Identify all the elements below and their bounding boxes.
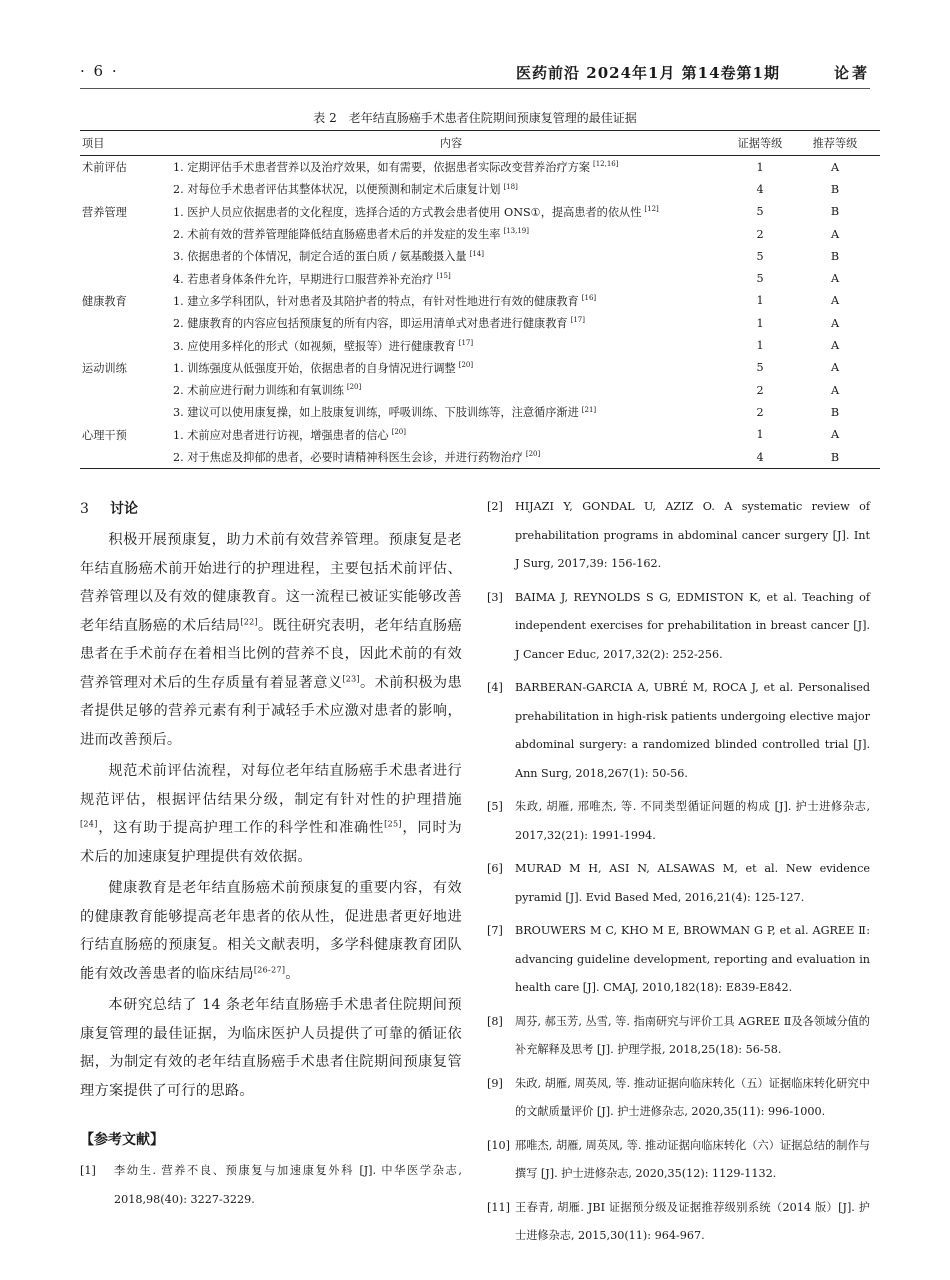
body-paragraph: 规范术前评估流程，对每位老年结直肠癌手术患者进行规范评估，根据评估结果分级，制定有针对性的护理措施[24]，这有助于提高护理工作的科学性和准确性[25]，同时为术后的加速康复护理提供有效依据。 bbox=[80, 763, 463, 865]
reference-number: [4] bbox=[487, 681, 503, 694]
cell-evidence-level: 1 bbox=[756, 339, 764, 353]
cell-evidence-level: 4 bbox=[756, 182, 764, 196]
reference-item bbox=[487, 1008, 870, 1065]
citation-marker: [21] bbox=[581, 405, 597, 414]
reference-number: [5] bbox=[487, 800, 503, 813]
reference-item bbox=[487, 855, 870, 912]
cell-category bbox=[80, 379, 171, 401]
reference-item bbox=[487, 1194, 870, 1251]
reference-text: HIJAZI Y, GONDAL U, AZIZ O. A systematic review of prehabilitation programs in abdominal cancer surgery [J]. Int J Surg, 2017,39: 156-162. bbox=[515, 500, 870, 570]
reference-number: [7] bbox=[487, 924, 503, 937]
reference-text: BROUWERS M C, KHO M E, BROWMAN G P, et al. AGREE Ⅱ: advancing guideline development, reporting and evaluation in health care [J]. CMAJ, 2010,182(18): E839-E842. bbox=[515, 924, 870, 994]
citation-marker: [15] bbox=[436, 271, 451, 280]
citation-marker: [24] bbox=[80, 819, 98, 829]
cell-category bbox=[80, 312, 171, 334]
body-paragraph: 积极开展预康复，助力术前有效营养管理。预康复是老年结直肠癌术前开始进行的护理进程，主要包括术前评估、营养管理以及有效的健康教育。这一流程已被证实能够改善老年结直肠癌的术后结局[22]。既往研究表明，老年结直肠癌患者在手术前存在着相当比例的营养不良，因此术前的有效营养管理对术后的生存质量有着显著意义[23]。术前积极为患者提供足够的营养元素有利于减轻手术应激对患者的影响，进而改善预后。 bbox=[80, 532, 462, 748]
right-column bbox=[487, 493, 870, 1256]
cell-recommendation: A bbox=[830, 227, 840, 241]
cell-recommendation: A bbox=[830, 383, 840, 397]
cell-evidence-level: 5 bbox=[756, 361, 764, 375]
table-row bbox=[80, 178, 880, 200]
citation-marker: [12] bbox=[644, 205, 659, 213]
table-row bbox=[80, 290, 880, 312]
table-row bbox=[80, 156, 880, 179]
reference-item bbox=[487, 793, 870, 850]
reference-text: MURAD M H, ASI N, ALSAWAS M, et al. New evidence pyramid [J]. Evid Based Med, 2016,21(4): 125-127. bbox=[515, 862, 870, 904]
cell-content: 3. 建议可以使用康复操，如上肢康复训练，呼吸训练、下肢训练等，注意循序渐进 [21] bbox=[173, 405, 597, 420]
reference-item bbox=[487, 917, 870, 1003]
page-header bbox=[80, 60, 870, 89]
citation-marker: [20] bbox=[525, 450, 541, 459]
section-number: 3 bbox=[80, 501, 89, 517]
cell-evidence-level: 5 bbox=[756, 272, 764, 286]
citation-marker: [26-27] bbox=[253, 964, 286, 974]
reference-number: [1] bbox=[80, 1164, 96, 1177]
cell-evidence-level: 2 bbox=[756, 405, 764, 419]
cell-evidence-level: 1 bbox=[756, 160, 764, 174]
reference-text: BAIMA J, REYNOLDS S G, EDMISTON K, et al. Teaching of independent exercises for prehabilitation in breast cancer [J]. J Cancer Educ, 2017,32(2): 252-256. bbox=[515, 590, 870, 661]
cell-recommendation: A bbox=[830, 361, 840, 375]
reference-text: 李幼生. 营养不良、预康复与加速康复外科 [J]. 中华医学杂志, 2018,98(40): 3227-3229. bbox=[114, 1164, 462, 1206]
table-row bbox=[80, 446, 880, 469]
cell-content: 1. 医护人员应依据患者的文化程度，选择合适的方式教会患者使用 ONS①，提高患者的依从性 [12] bbox=[173, 205, 659, 219]
table-row bbox=[80, 223, 880, 245]
cell-category bbox=[80, 446, 171, 469]
cell-category: 运动训练 bbox=[82, 361, 127, 375]
discussion-body bbox=[80, 526, 462, 1105]
cell-evidence-level: 2 bbox=[756, 383, 764, 397]
cell-category: 营养管理 bbox=[82, 205, 127, 219]
table-header-row bbox=[80, 131, 880, 156]
cell-category bbox=[80, 223, 171, 245]
cell-evidence-level: 1 bbox=[756, 316, 764, 330]
references-left bbox=[80, 1157, 462, 1214]
citation-marker: [22] bbox=[240, 616, 258, 626]
table-row bbox=[80, 267, 880, 289]
table-row bbox=[80, 334, 880, 356]
table-row bbox=[80, 379, 880, 401]
references-right bbox=[487, 493, 870, 1251]
column-header-content: 内容 bbox=[171, 131, 730, 156]
cell-content: 2. 术前有效的营养管理能降低结直肠癌患者术后的并发症的发生率 [13,19] bbox=[173, 227, 529, 242]
reference-number: [3] bbox=[487, 590, 503, 604]
left-column bbox=[80, 498, 462, 1214]
reference-text: 朱政, 胡雁, 邢唯杰, 等. 不同类型循证问题的构成 [J]. 护士进修杂志, 2017,32(21): 1991-1994. bbox=[515, 800, 870, 842]
page-number: · 6 · bbox=[80, 62, 119, 80]
section-title: 讨论 bbox=[110, 501, 138, 517]
table-caption: 表 2 老年结直肠癌手术患者住院期间预康复管理的最佳证据 bbox=[313, 111, 637, 125]
reference-text: 周芬, 郝玉芳, 丛雪, 等. 指南研究与评价工具 AGREE Ⅱ及各领域分值的补充解释及思考 [J]. 护理学报, 2018,25(18): 56-58. bbox=[515, 1014, 870, 1056]
cell-recommendation: A bbox=[830, 294, 840, 308]
cell-recommendation: A bbox=[830, 428, 840, 442]
cell-category: 术前评估 bbox=[82, 161, 127, 175]
journal-info: 医药前沿 2024年1月 第14卷第1期 bbox=[516, 64, 780, 82]
references-heading: 【参考文献】 bbox=[80, 1132, 164, 1148]
body-paragraph: 健康教育是老年结直肠癌术前预康复的重要内容，有效的健康教育能够提高老年患者的依从性，促进患者更好地进行结直肠癌的预康复。相关文献表明，多学科健康教育团队能有效改善患者的临床结局[26-27]。 bbox=[80, 880, 462, 982]
body-paragraph: 本研究总结了 14 条老年结直肠癌手术患者住院期间预康复管理的最佳证据，为临床医护人员提供了可靠的循证依据，为制定有效的老年结直肠癌手术患者住院期间预康复管理方案提供了可行的思路。 bbox=[80, 997, 462, 1099]
cell-recommendation: A bbox=[830, 272, 840, 286]
cell-recommendation: A bbox=[830, 339, 840, 353]
cell-content: 2. 健康教育的内容应包括预康复的所有内容，即运用清单式对患者进行健康教育 [17] bbox=[173, 316, 585, 331]
citation-marker: [16] bbox=[581, 294, 597, 303]
cell-content: 2. 对每位手术患者评估其整体状况，以便预测和制定术后康复计划 [18] bbox=[173, 182, 518, 197]
cell-content: 1. 定期评估手术患者营养以及治疗效果，如有需要，依据患者实际改变营养治疗方案 [12,16] bbox=[173, 160, 619, 175]
cell-recommendation: B bbox=[830, 205, 840, 219]
citation-marker: [18] bbox=[503, 182, 518, 191]
cell-content: 1. 建立多学科团队，针对患者及其陪护者的特点，有针对性地进行有效的健康教育 [16] bbox=[173, 294, 597, 308]
cell-content: 1. 术前应对患者进行访视，增强患者的信心 [20] bbox=[173, 427, 406, 442]
cell-category bbox=[80, 267, 171, 289]
cell-recommendation: A bbox=[830, 316, 840, 330]
reference-item bbox=[487, 584, 870, 670]
reference-text: 王春青, 胡雁. JBI 证据预分级及证据推荐级别系统（2014 版）[J]. 护士进修杂志, 2015,30(11): 964-967. bbox=[515, 1200, 870, 1242]
table-row bbox=[80, 201, 880, 223]
cell-category bbox=[80, 245, 171, 267]
column-header-category: 项目 bbox=[80, 131, 171, 156]
cell-evidence-level: 1 bbox=[756, 294, 764, 308]
citation-marker: [17] bbox=[570, 316, 585, 325]
cell-evidence-level: 2 bbox=[756, 227, 764, 241]
evidence-table bbox=[80, 130, 880, 469]
reference-item bbox=[487, 1070, 870, 1127]
cell-content: 3. 应使用多样化的形式（如视频，壁报等）进行健康教育 [17] bbox=[173, 338, 474, 353]
table-row bbox=[80, 357, 880, 379]
reference-item bbox=[487, 1132, 870, 1189]
cell-content: 1. 训练强度从低强度开始，依据患者的自身情况进行调整 [20] bbox=[173, 361, 474, 375]
reference-number: [2] bbox=[487, 500, 503, 513]
citation-marker: [17] bbox=[458, 338, 474, 347]
cell-recommendation: A bbox=[830, 160, 840, 174]
cell-category bbox=[80, 334, 171, 356]
reference-item bbox=[80, 1157, 462, 1214]
cell-content: 4. 若患者身体条件允许，早期进行口服营养补充治疗 [15] bbox=[173, 271, 451, 286]
citation-marker: [25] bbox=[384, 819, 402, 829]
reference-item bbox=[487, 493, 870, 579]
table-row bbox=[80, 424, 880, 446]
reference-text: BARBERAN-GARCIA A, UBRÉ M, ROCA J, et al. Personalised prehabilitation in high-risk patients undergoing elective major abdominal surgery: a randomized blinded controlled trial [J]. Ann Surg, 2018,267(1): 50-56. bbox=[515, 681, 870, 780]
cell-category: 心理干预 bbox=[82, 428, 127, 442]
column-header-recommendation: 推荐等级 bbox=[790, 131, 880, 156]
section-label: 论著 bbox=[833, 64, 870, 82]
citation-marker: [20] bbox=[458, 361, 474, 370]
cell-recommendation: B bbox=[830, 182, 840, 196]
reference-number: [9] bbox=[487, 1076, 503, 1090]
citation-marker: [13,19] bbox=[503, 227, 529, 236]
discussion-heading bbox=[80, 498, 462, 518]
cell-evidence-level: 1 bbox=[756, 428, 764, 442]
cell-content: 2. 对于焦虑及抑郁的患者，必要时请精神科医生会诊，并进行药物治疗 [20] bbox=[171, 446, 730, 469]
reference-item bbox=[487, 674, 870, 788]
citation-marker: [12,16] bbox=[592, 160, 619, 169]
cell-content: 2. 术前应进行耐力训练和有氧训练 [20] bbox=[173, 383, 362, 398]
reference-number: [10] bbox=[487, 1138, 510, 1152]
cell-content: 3. 依据患者的个体情况，制定合适的蛋白质 / 氨基酸摄入量 [14] bbox=[173, 249, 484, 264]
table-row bbox=[80, 312, 880, 334]
reference-number: [8] bbox=[487, 1014, 503, 1028]
reference-number: [11] bbox=[487, 1200, 510, 1214]
cell-recommendation: B bbox=[830, 405, 840, 419]
cell-evidence-level: 5 bbox=[756, 249, 764, 263]
reference-text: 朱政, 胡雁, 周英凤, 等. 推动证据向临床转化（五）证据临床转化研究中的文献质量评价 [J]. 护士进修杂志, 2020,35(11): 996-1000. bbox=[515, 1076, 870, 1118]
cell-recommendation: B bbox=[830, 249, 840, 263]
table-row bbox=[80, 245, 880, 267]
citation-marker: [20] bbox=[391, 427, 406, 436]
table-row bbox=[80, 401, 880, 423]
citation-marker: [14] bbox=[469, 249, 484, 258]
citation-marker: [20] bbox=[346, 383, 362, 392]
cell-evidence-level: 4 bbox=[730, 446, 790, 469]
reference-number: [6] bbox=[487, 862, 503, 875]
cell-evidence-level: 5 bbox=[756, 205, 764, 219]
reference-text: 邢唯杰, 胡雁, 周英凤, 等. 推动证据向临床转化（六）证据总结的制作与撰写 [J]. 护士进修杂志, 2020,35(12): 1129-1132. bbox=[515, 1138, 870, 1180]
cell-category: 健康教育 bbox=[82, 294, 127, 308]
citation-marker: [23] bbox=[342, 673, 360, 683]
column-header-evidence-level: 证据等级 bbox=[730, 131, 790, 156]
cell-category bbox=[80, 178, 171, 200]
cell-category bbox=[80, 401, 171, 423]
table-body bbox=[80, 156, 880, 469]
cell-recommendation: B bbox=[790, 446, 880, 469]
